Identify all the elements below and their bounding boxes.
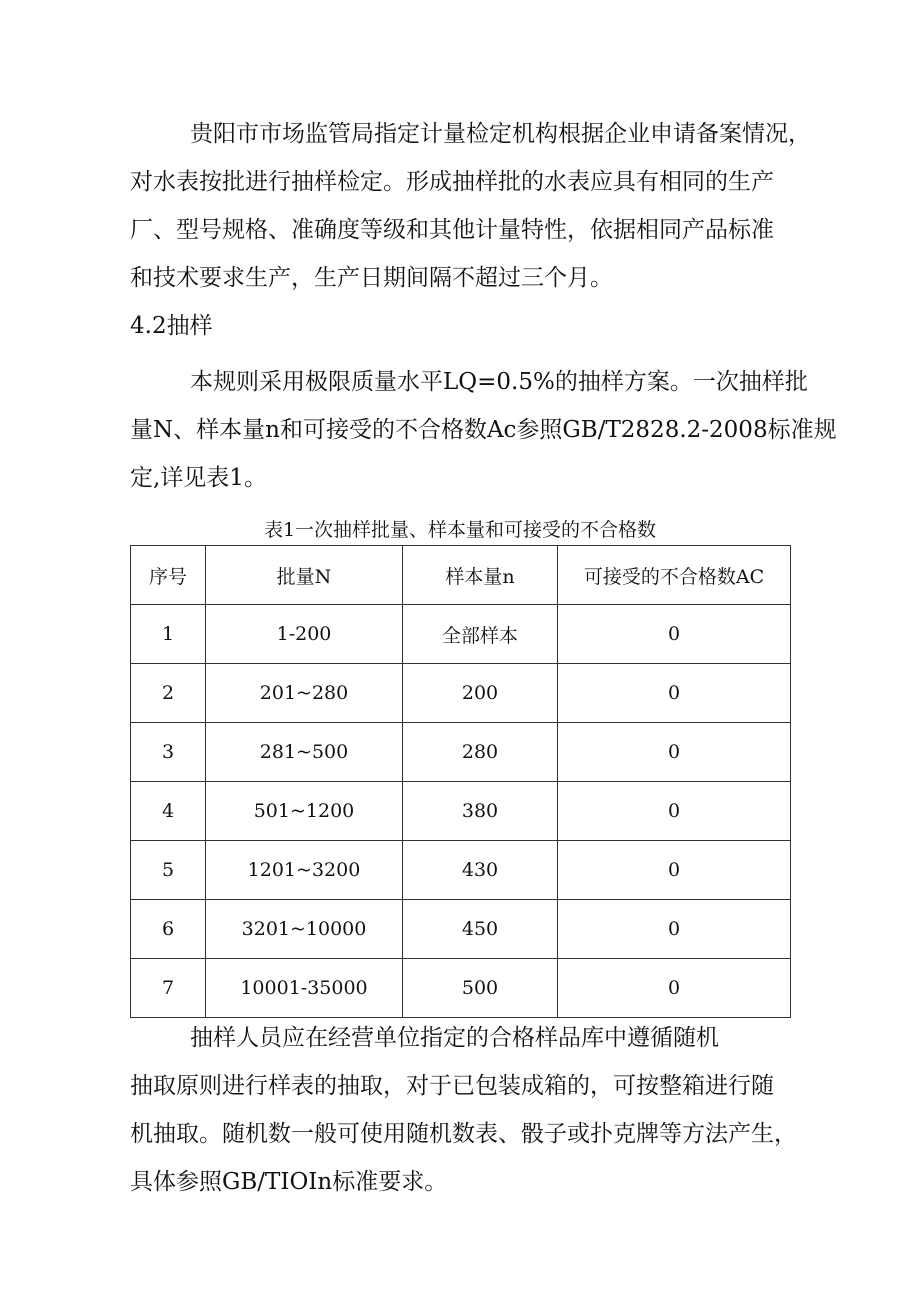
header-sample-size: 样本量n — [403, 546, 558, 605]
cell-index: 6 — [131, 900, 206, 959]
header-acceptable-defects: 可接受的不合格数AC — [558, 546, 791, 605]
section-heading: 4.2抽样 — [130, 313, 213, 339]
cell-sample-size: 全部样本 — [403, 605, 558, 664]
table-row — [131, 959, 791, 1018]
cell-sample-size: 500 — [403, 959, 558, 1018]
cell-sample-size: 280 — [403, 723, 558, 782]
table-header-row — [131, 546, 791, 605]
table-row — [131, 841, 791, 900]
paragraph-line: 量N、样本量n和可接受的不合格数Ac参照GB/T2828.2-2008标准规 — [130, 417, 837, 443]
sampling-table — [130, 545, 791, 1018]
paragraph-line: 贵阳市市场监管局指定计量检定机构根据企业申请备案情况， — [190, 121, 811, 147]
paragraph-line: 对水表按批进行抽样检定。形成抽样批的水表应具有相同的生产 — [130, 169, 774, 195]
cell-index: 5 — [131, 841, 206, 900]
cell-batch-size: 10001-35000 — [206, 959, 403, 1018]
cell-index: 7 — [131, 959, 206, 1018]
cell-index: 3 — [131, 723, 206, 782]
table-row — [131, 605, 791, 664]
paragraph-line: 具体参照GB/TIOIn标准要求。 — [130, 1169, 448, 1195]
table-row — [131, 664, 791, 723]
cell-sample-size: 380 — [403, 782, 558, 841]
cell-acceptable-defects: 0 — [558, 782, 791, 841]
cell-batch-size: 3201~10000 — [206, 900, 403, 959]
paragraph-line: 厂、型号规格、准确度等级和其他计量特性，依据相同产品标准 — [130, 217, 774, 243]
table-caption: 表1一次抽样批量、样本量和可接受的不合格数 — [263, 519, 657, 541]
cell-batch-size: 281~500 — [206, 723, 403, 782]
paragraph-line: 和技术要求生产，生产日期间隔不超过三个月。 — [130, 265, 613, 291]
cell-acceptable-defects: 0 — [558, 841, 791, 900]
header-index: 序号 — [131, 546, 206, 605]
header-batch-size: 批量N — [206, 546, 403, 605]
cell-batch-size: 1201~3200 — [206, 841, 403, 900]
cell-batch-size: 201~280 — [206, 664, 403, 723]
intro-paragraph — [130, 110, 811, 302]
cell-acceptable-defects: 0 — [558, 959, 791, 1018]
cell-sample-size: 200 — [403, 664, 558, 723]
cell-batch-size: 1-200 — [206, 605, 403, 664]
paragraph-line: 抽样人员应在经营单位指定的合格样品库中遵循随机 — [190, 1025, 719, 1051]
cell-sample-size: 450 — [403, 900, 558, 959]
cell-batch-size: 501~1200 — [206, 782, 403, 841]
random-sampling-paragraph — [130, 1014, 797, 1206]
cell-index: 2 — [131, 664, 206, 723]
paragraph-line: 机抽取。随机数一般可使用随机数表、骰子或扑克牌等方法产生， — [130, 1121, 797, 1147]
paragraph-line: 抽取原则进行样表的抽取，对于已包装成箱的，可按整箱进行随 — [130, 1073, 774, 1099]
cell-index: 4 — [131, 782, 206, 841]
cell-acceptable-defects: 0 — [558, 900, 791, 959]
table-row — [131, 900, 791, 959]
table-row — [131, 782, 791, 841]
cell-index: 1 — [131, 605, 206, 664]
paragraph-line: 定,详见表1。 — [130, 465, 267, 491]
cell-sample-size: 430 — [403, 841, 558, 900]
paragraph-line: 本规则采用极限质量水平LQ=0.5%的抽样方案。一次抽样批 — [190, 369, 808, 395]
cell-acceptable-defects: 0 — [558, 664, 791, 723]
sampling-paragraph — [130, 358, 837, 502]
cell-acceptable-defects: 0 — [558, 723, 791, 782]
cell-acceptable-defects: 0 — [558, 605, 791, 664]
table-row — [131, 723, 791, 782]
